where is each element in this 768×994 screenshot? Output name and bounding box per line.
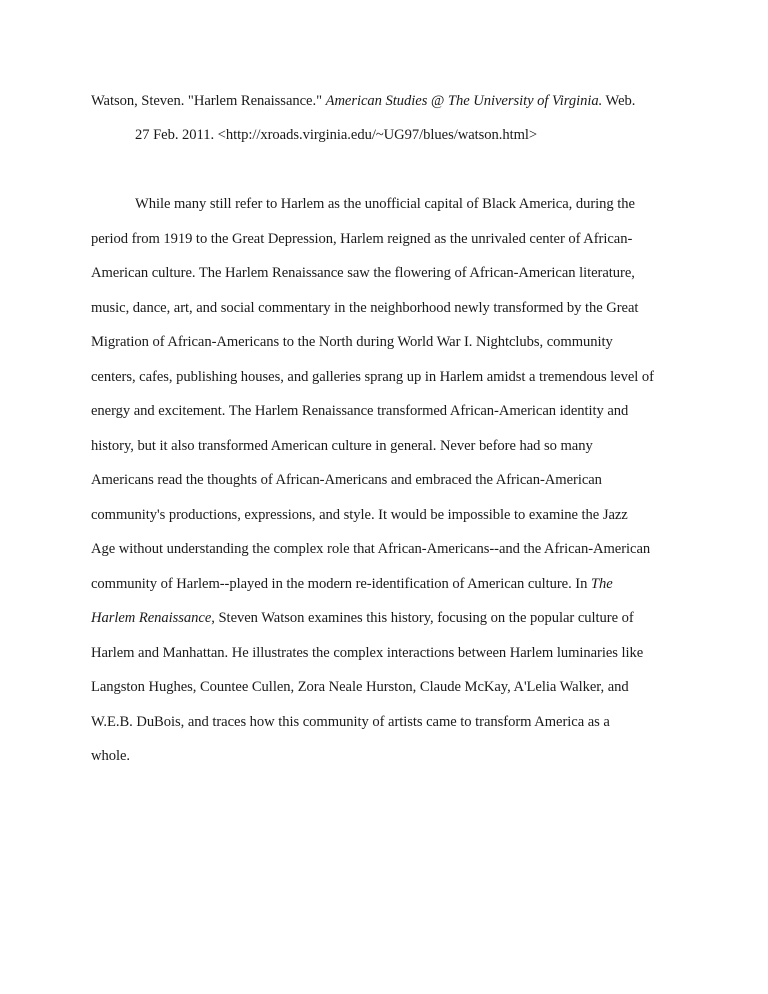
citation-author-title: Watson, Steven. "Harlem Renaissance." — [91, 93, 326, 109]
book-title-part-1: The — [590, 576, 613, 592]
paragraph-line-3: American culture. The Harlem Renaissance saw the flowering of African-American literature, — [91, 265, 635, 281]
paragraph-line-8: history, but it also transformed American culture in general. Never before had so many — [91, 438, 593, 454]
paragraph-line-10: community's productions, expressions, and style. It would be impossible to examine the Jazz — [91, 507, 628, 523]
paragraph-line-16: W.E.B. DuBois, and traces how this community of artists came to transform America as a — [91, 714, 610, 730]
paragraph-line-5: Migration of African-Americans to the North during World War I. Nightclubs, community — [91, 334, 613, 350]
paragraph-line-1-text: While many still refer to Harlem as the unofficial capital of Black America, during the — [135, 196, 635, 212]
paragraph-line-1 — [91, 195, 635, 213]
paragraph-line-4: music, dance, art, and social commentary in the neighborhood newly transformed by the Great — [91, 300, 639, 316]
paragraph-line-6: centers, cafes, publishing houses, and galleries sprang up in Harlem amidst a tremendous level of — [91, 369, 654, 385]
paragraph-line-13-text: , Steven Watson examines this history, focusing on the popular culture of — [211, 610, 634, 626]
paragraph-line-2: period from 1919 to the Great Depression, Harlem reigned as the unrivaled center of African- — [91, 231, 633, 247]
paragraph-line-7: energy and excitement. The Harlem Renaissance transformed African-American identity and — [91, 403, 629, 419]
citation-line-1 — [91, 92, 635, 110]
paragraph-line-13 — [91, 609, 634, 627]
paragraph-line-17: whole. — [91, 748, 131, 764]
paragraph-line-12-text: community of Harlem--played in the modern re-identification of American culture. In — [91, 576, 591, 592]
citation-source-title: American Studies @ The University of Virginia. — [325, 93, 603, 109]
paragraph-line-14: Harlem and Manhattan. He illustrates the complex interactions between Harlem luminaries like — [91, 645, 644, 661]
paragraph-line-11: Age without understanding the complex role that African-Americans--and the African-American — [91, 541, 651, 557]
citation-medium: Web. — [602, 93, 636, 109]
citation-line-2: 27 Feb. 2011. <http://xroads.virginia.edu/~UG97/blues/watson.html> — [135, 127, 538, 143]
paragraph-line-15: Langston Hughes, Countee Cullen, Zora Neale Hurston, Claude McKay, A'Lelia Walker, and — [91, 679, 629, 695]
paragraph-line-12 — [91, 575, 613, 593]
book-title-part-2: Harlem Renaissance — [91, 610, 212, 626]
paragraph-line-9: Americans read the thoughts of African-Americans and embraced the African-American — [91, 472, 602, 488]
